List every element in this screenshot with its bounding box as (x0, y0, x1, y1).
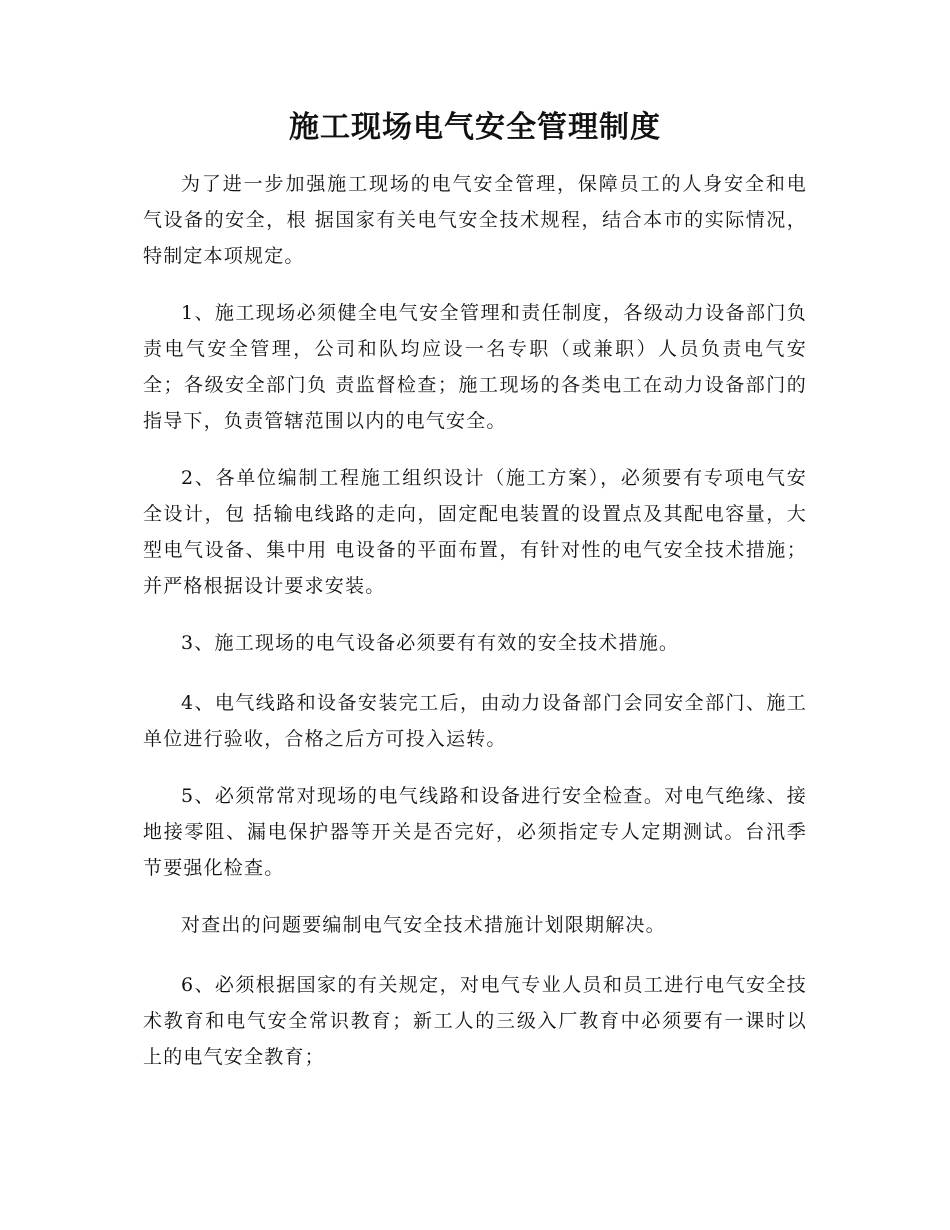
paragraph-item-2: 2、各单位编制工程施工组织设计（施工方案），必须要有专项电气安全设计，包 括输电线路的走向，固定配电装置的设置点及其配电容量，大型电气设备、集中用 电设备的平面布置，有针对性的电气安全技术措施；并严格根据设计要求安装。 (143, 467, 807, 597)
paragraph-item-1: 1、施工现场必须健全电气安全管理和责任制度，各级动力设备部门负责电气安全管理，公司和队均应设一名专职（或兼职）人员负责电气安全；各级安全部门负 责监督检查；施工现场的各类电工在动力设备部门的指导下，负责管辖范围以内的电气安全。 (143, 302, 807, 432)
document-title: 施工现场电气安全管理制度 (289, 110, 661, 145)
paragraph-item-5-followup: 对查出的问题要编制电气安全技术措施计划限期解决。 (181, 914, 666, 936)
paragraph-item-5: 5、必须常常对现场的电气线路和设备进行安全检查。对电气绝缘、接地接零阻、漏电保护器等开关是否完好，必须指定专人定期测试。台汛季节要强化检查。 (143, 785, 807, 879)
document-body (143, 166, 807, 1096)
paragraph-intro: 为了进一步加强施工现场的电气安全管理，保障员工的人身安全和电气设备的安全，根 据国家有关电气安全技术规程，结合本市的实际情况，特制定本项规定。 (143, 173, 807, 267)
paragraph-item-6: 6、必须根据国家的有关规定，对电气专业人员和员工进行电气安全技术教育和电气安全常识教育；新工人的三级入厂教育中必须要有一课时以上的电气安全教育； (143, 974, 807, 1068)
paragraph-item-4: 4、电气线路和设备安装完工后，由动力设备部门会同安全部门、施工单位进行验收，合格之后方可投入运转。 (143, 692, 807, 750)
paragraph-item-3: 3、施工现场的电气设备必须要有有效的安全技术措施。 (181, 632, 680, 654)
